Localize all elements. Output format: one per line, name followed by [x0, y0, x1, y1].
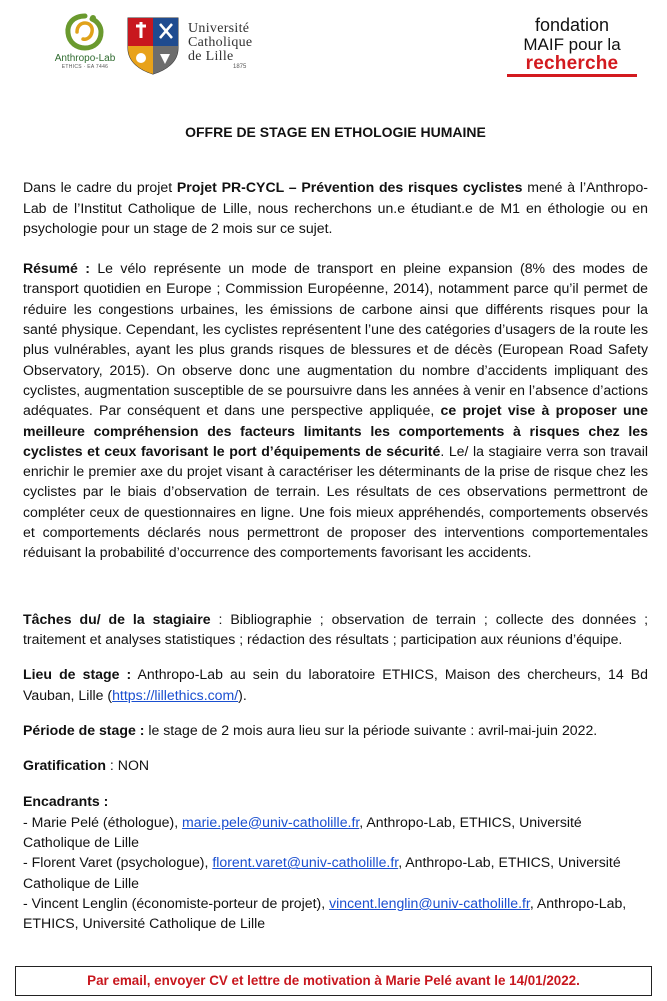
anthropo-lab-logo — [50, 12, 120, 70]
encadrant-name: - Marie Pelé (éthologue), — [23, 813, 183, 830]
resume-highlight: ce projet vise à proposer une meilleure compréhension des facteurs limitants les comportements à risques chez les cyclistes et ceux favorisant le port d’équipements de sécurité — [23, 402, 648, 459]
gratification-text: : NON — [106, 757, 150, 774]
ucl-name-line3: de Lille — [188, 49, 234, 64]
page-title: OFFRE DE STAGE EN ETHOLOGIE HUMAINE — [185, 124, 486, 140]
lieu-text: Anthropo-Lab au sein du laboratoire ETHICS, Maison des chercheurs, 14 Bd Vauban, Lille ( — [23, 666, 648, 703]
ucl-crest-icon — [124, 14, 182, 76]
encadrant-affiliation: , Anthropo-Lab, ETHICS, Université Catholique de Lille — [23, 813, 582, 851]
ucl-year: 1875 — [233, 64, 247, 70]
maif-line1: fondation — [534, 15, 610, 35]
resume-text-1: Le vélo représente un mode de transport en pleine expansion (8% des modes de transport quotidien en Europe ; Commission Européenne, 2014), notamment parce qu’il permet de réduire les congestions urbaines, les émissions de carbone ainsi que différents risques pour la santé physique. Cependant, les cyclistes représentent l’une des catégories d’usagers de la route les plus vulnérables, ayant les plus grands risques de blessures et de décès (European Road Safety Observatory, 2015). On observe donc une augmentation du nombre d’accidents impliquant des cyclistes, augmentation susceptible de se poursuivre dans les années à venir en l’absence d’actions adéquates. Par conséquent et dans une perspective appliquée, — [23, 260, 648, 419]
email-link[interactable]: marie.pele@univ-catholille.fr — [182, 813, 360, 830]
lieu-label: Lieu de stage : — [23, 666, 132, 683]
lillethics-link[interactable]: https://lillethics.com/ — [112, 686, 239, 703]
encadrant-item — [23, 893, 648, 934]
periode-paragraph — [23, 720, 648, 740]
taches-label: Tâches du/ de la stagiaire — [23, 610, 211, 627]
document-body — [23, 122, 648, 934]
gratification-paragraph — [23, 755, 648, 775]
encadrant-affiliation: , Anthropo-Lab, ETHICS, Université Catholique de Lille — [23, 894, 627, 932]
encadrant-item — [23, 852, 648, 893]
lieu-paragraph — [23, 664, 648, 705]
ucl-logo — [124, 14, 274, 76]
project-name: Projet PR-CYCL – Prévention des risques cyclistes — [176, 179, 523, 196]
gratification-label: Gratification — [23, 757, 107, 774]
intro-text-1: Dans le cadre du projet — [23, 179, 177, 196]
periode-label: Période de stage : — [23, 721, 145, 738]
resume-label: Résumé : — [23, 260, 90, 277]
ucl-name — [188, 22, 252, 64]
email-link[interactable]: florent.varet@univ-catholille.fr — [212, 854, 399, 871]
periode-text: le stage de 2 mois aura lieu sur la période suivante : avril-mai-juin 2022. — [144, 721, 598, 738]
intro-text-2: mené à l’Anthropo-Lab de l’Institut Catholique de Lille, nous recherchons un.e étudiant.e de M1 en éthologie ou en psychologie pour un stage de 2 mois sur ce sujet. — [23, 179, 648, 236]
taches-paragraph — [23, 609, 648, 650]
encadrant-name: - Vincent Lenglin (économiste-porteur de projet), — [23, 894, 330, 911]
taches-text: : Bibliographie ; observation de terrain ; collecte des données ; traitement et analyses statistiques ; rédaction des résultats ; participation aux réunions d’équipe. — [23, 610, 649, 647]
logo-header — [0, 0, 667, 90]
encadrant-item — [23, 812, 648, 853]
maif-underline — [507, 74, 637, 77]
maif-line2: MAIF pour la — [523, 35, 621, 54]
anthropo-lab-name: Anthropo-Lab — [54, 53, 116, 64]
anthropo-lab-emblem-icon — [63, 12, 107, 52]
resume-text-2: . Le/ la stagiaire verra son travail enrichir le premier axe du projet visant à caractériser les déterminants de la prise de risque chez les cyclistes par le biais d’observation de terrain. Les résultats de ces observations permettront de compléter ceux de questionnaires en ligne. Une fois mieux appréhendés, comportements observés et comportements déclarés nous permettront de proposer des interventions comportementales réduisant la probabilité d’occurrence des comportements favorisant les accidents. — [23, 442, 648, 561]
lieu-end: ). — [238, 686, 247, 703]
application-notice: Par email, envoyer CV et lettre de motivation à Marie Pelé avant le 14/01/2022. — [15, 966, 652, 996]
encadrant-affiliation: , Anthropo-Lab, ETHICS, Université Catholique de Lille — [23, 854, 621, 891]
encadrants-section — [23, 791, 648, 933]
fondation-maif-logo — [505, 16, 639, 77]
maif-line3: recherche — [525, 53, 619, 74]
encadrants-label: Encadrants : — [23, 793, 109, 810]
anthropo-lab-subtitle: ETHICS · EA 7446 — [61, 64, 109, 70]
intro-paragraph — [23, 177, 648, 238]
ucl-name-line2: Catholique — [188, 35, 253, 50]
ucl-name-line1: Université — [188, 21, 250, 36]
encadrant-name: - Florent Varet (psychologue), — [23, 854, 213, 871]
resume-paragraph — [23, 258, 648, 562]
email-link[interactable]: vincent.lenglin@univ-catholille.fr — [329, 894, 530, 911]
